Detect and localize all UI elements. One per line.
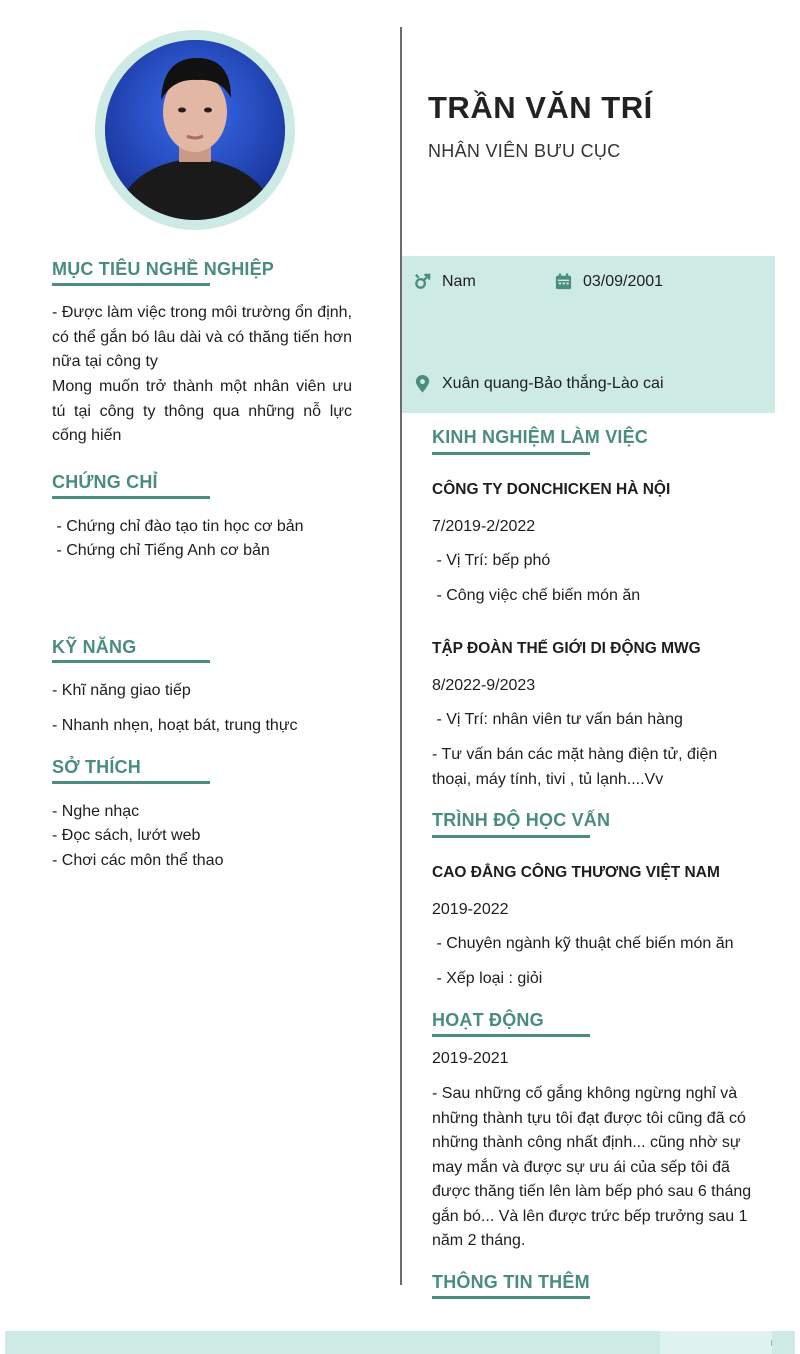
activities-period: 2019-2021: [432, 1050, 509, 1067]
job-detail: - Công việc chế biến món ăn: [432, 587, 641, 604]
hobbies-title: SỞ THÍCH: [52, 757, 141, 777]
avatar: [105, 40, 285, 220]
school-name: CAO ĐẲNG CÔNG THƯƠNG VIỆT NAM: [432, 864, 720, 881]
calendar-icon: [554, 272, 573, 291]
education-detail: - Chuyên ngành kỹ thuật chế biến món ăn: [432, 935, 734, 952]
full-name: TRẦN VĂN TRÍ: [428, 90, 653, 125]
activities-text: - Sau những cố gắng không ngừng nghỉ và những thành tựu tôi đạt được tôi cũng đã có những thành công nhất định... cũng nhờ sự may mắn và được sự ưu ái của sếp tôi đã được thăng tiến lên làm bếp phó sau 6 tháng gắn bó... Và lên được trức bếp trưởng sau 1 năm 2 tháng.: [432, 1085, 752, 1249]
job-period: 8/2022-9/2023: [432, 677, 536, 694]
certificate-item: - Chứng chỉ đào tạo tin học cơ bản: [52, 518, 304, 535]
gender-info: [413, 272, 476, 291]
job-detail: - Tư vấn bán các mặt hàng điện tử, điện thoại, máy tính, tivi , tủ lạnh....Vv: [432, 746, 718, 788]
hobby-item: - Chơi các môn thể thao: [52, 852, 224, 869]
activities-title: HOẠT ĐỘNG: [432, 1010, 544, 1030]
objective-text-2: Mong muốn trở thành một nhân viên ưu tú tại công ty thông qua những nỗ lực cống hiến: [52, 378, 352, 444]
education-underline: [432, 835, 590, 838]
job-detail: - Vị Trí: bếp phó: [432, 552, 551, 569]
certificate-item: - Chứng chỉ Tiếng Anh cơ bản: [52, 542, 270, 559]
more-info-underline: [432, 1296, 590, 1299]
hobbies-underline: [52, 781, 210, 784]
gender-value: Nam: [442, 272, 476, 290]
hobby-item: - Đọc sách, lướt web: [52, 827, 201, 844]
job-company: CÔNG TY DONCHICKEN HÀ NỘI: [432, 481, 671, 498]
skills-underline: [52, 660, 210, 663]
address-value: Xuân quang-Bảo thắng-Lào cai: [442, 375, 664, 392]
certificates-title: CHỨNG CHỈ: [52, 472, 158, 492]
skill-item: - Nhanh nhẹn, hoạt bát, trung thực: [52, 717, 298, 734]
skills-title: KỸ NĂNG: [52, 637, 137, 657]
more-info-title: THÔNG TIN THÊM: [432, 1272, 590, 1292]
dob-info: [554, 272, 663, 291]
footer-tick: [771, 1340, 772, 1346]
job-company: TẬP ĐOÀN THẾ GIỚI DI ĐỘNG MWG: [432, 640, 701, 657]
skill-item: - Khĩ năng giao tiếp: [52, 682, 191, 699]
gender-icon: [413, 272, 432, 291]
activities-underline: [432, 1034, 590, 1037]
objective-text: - Được làm việc trong môi trường ổn định, có thể gắn bó lâu dài và có thăng tiến hơn nữa tại công ty: [52, 304, 352, 370]
objective-title: MỤC TIÊU NGHỀ NGHIỆP: [52, 259, 275, 279]
education-detail: - Xếp loại : giỏi: [432, 970, 543, 987]
certificates-underline: [52, 496, 210, 499]
column-divider: [400, 27, 402, 1285]
profile-photo: [105, 40, 285, 220]
experience-underline: [432, 452, 590, 455]
dob-value: 03/09/2001: [583, 272, 664, 290]
education-period: 2019-2022: [432, 901, 509, 918]
job-period: 7/2019-2/2022: [432, 518, 536, 535]
footer-highlight: [660, 1331, 772, 1354]
objective-underline: [52, 283, 210, 286]
experience-title: KINH NGHIỆM LÀM VIỆC: [432, 427, 649, 447]
hobby-item: - Nghe nhạc: [52, 803, 140, 820]
job-position: NHÂN VIÊN BƯU CỤC: [428, 141, 621, 161]
job-detail: - Vị Trí: nhân viên tư vấn bán hàng: [432, 711, 683, 728]
education-title: TRÌNH ĐỘ HỌC VẤN: [432, 810, 611, 830]
location-pin-icon: [413, 374, 432, 394]
address-info: [413, 374, 664, 394]
